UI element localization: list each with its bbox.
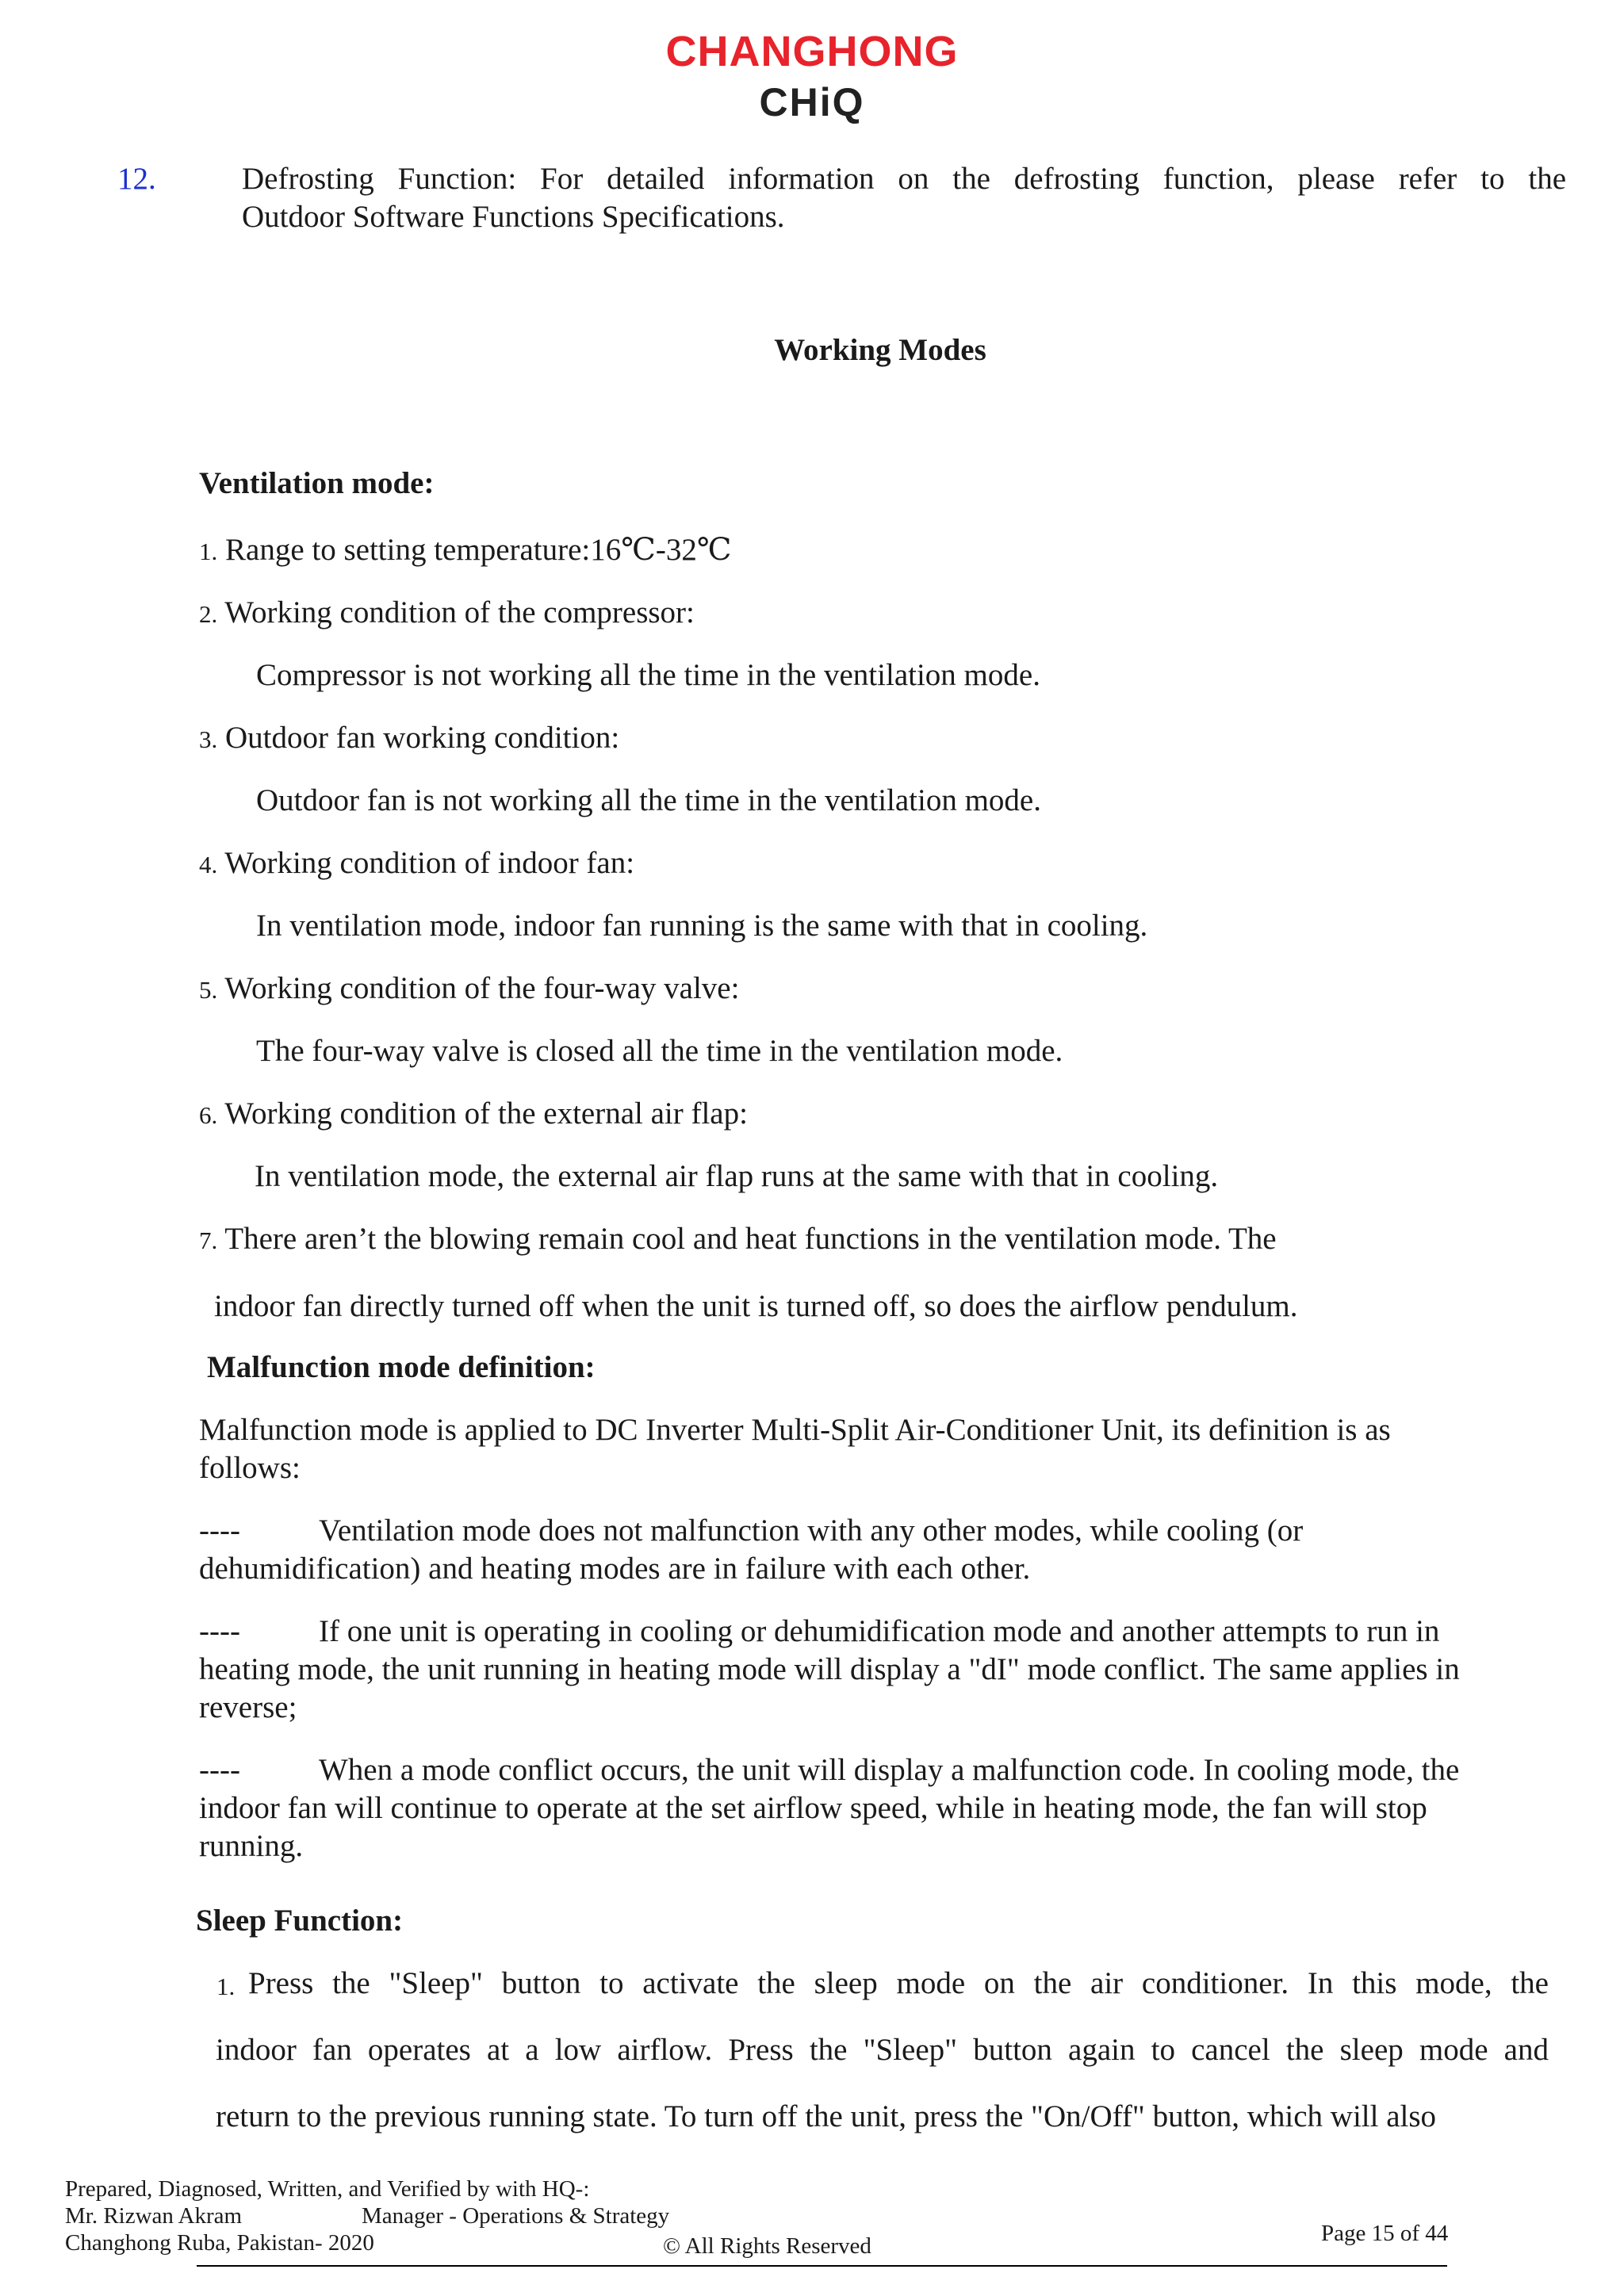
sleep-heading: Sleep Function: — [196, 1904, 404, 1938]
sleep-item-1-line-2: indoor fan operates at a low airflow. Press the "Sleep" button again to cancel the sleep mode and — [216, 2033, 1549, 2067]
ventilation-item-4-detail: In ventilation mode, indoor fan running is the same with that in cooling. — [256, 909, 1148, 943]
page-number: Page 15 of 44 — [1321, 2221, 1449, 2246]
footer-company: Changhong Ruba, Pakistan- 2020 — [65, 2230, 374, 2256]
sub-brand-logo-text: CHiQ — [759, 80, 865, 124]
ventilation-item-2 — [199, 594, 695, 633]
sleep-item-1-line-3: return to the previous running state. To turn off the unit, press the "On/Off" button, which will also — [216, 2099, 1437, 2133]
ventilation-item-5-detail: The four-way valve is closed all the time in the ventilation mode. — [256, 1034, 1063, 1068]
malfunction-heading: Malfunction mode definition: — [207, 1350, 596, 1384]
footer-rule — [197, 2265, 1447, 2267]
malfunction-p2-line-1: If one unit is operating in cooling or dehumidification mode and another attempts to run in — [319, 1614, 1440, 1648]
list-number: 3. — [199, 725, 218, 753]
ventilation-item-3 — [199, 719, 619, 758]
ventilation-item-3-detail: Outdoor fan is not working all the time in the ventilation mode. — [256, 783, 1041, 817]
list-text: Outdoor fan working condition: — [225, 721, 620, 755]
footer-rights: © All Rights Reserved — [663, 2233, 871, 2259]
malfunction-intro-line-1: Malfunction mode is applied to DC Inverter Multi-Split Air-Conditioner Unit, its definition is as — [199, 1413, 1391, 1447]
item-12-number: 12. — [117, 162, 156, 196]
ventilation-item-2-detail: Compressor is not working all the time in the ventilation mode. — [256, 658, 1040, 692]
malfunction-p3-line-2: indoor fan will continue to operate at the set airflow speed, while in heating mode, the fan will stop — [199, 1791, 1427, 1825]
malfunction-p3-line-1: When a mode conflict occurs, the unit will display a malfunction code. In cooling mode, the — [319, 1753, 1460, 1787]
list-number: 2. — [199, 600, 218, 628]
malfunction-p1-line-1: Ventilation mode does not malfunction with any other modes, while cooling (or — [319, 1513, 1304, 1548]
section-title: Working Modes — [774, 333, 986, 367]
list-number: 7. — [199, 1226, 218, 1254]
footer-prepared-by: Prepared, Diagnosed, Written, and Verified by with HQ-: — [65, 2176, 590, 2202]
sleep-item-1-number: 1. — [216, 1973, 236, 2000]
malfunction-p1-line-2: dehumidification) and heating modes are in failure with each other. — [199, 1552, 1031, 1586]
ventilation-heading: Ventilation mode: — [199, 466, 435, 500]
ventilation-item-7-continued: indoor fan directly turned off when the unit is turned off, so does the airflow pendulum. — [214, 1289, 1298, 1323]
item-12-line-1: Defrosting Function: For detailed information on the defrosting function, please refer to the — [242, 162, 1566, 196]
brand-logo — [0, 0, 1624, 135]
footer-author-name: Mr. Rizwan Akram — [65, 2203, 243, 2229]
list-text: Working condition of the compressor: — [224, 595, 695, 629]
footer-author-role: Manager - Operations & Strategy — [362, 2203, 670, 2229]
list-text: Working condition of the four-way valve: — [224, 971, 740, 1005]
brand-logo-text: CHANGHONG — [665, 28, 959, 75]
list-text: There aren’t the blowing remain cool and heat functions in the ventilation mode. The — [224, 1222, 1277, 1256]
malfunction-intro-line-2: follows: — [199, 1451, 301, 1485]
malfunction-dash-2: ---- — [199, 1614, 240, 1648]
list-text: Range to setting temperature:16℃-32℃ — [225, 533, 732, 567]
ventilation-item-1 — [199, 531, 732, 570]
malfunction-p2-line-2: heating mode, the unit running in heating mode will display a "dI" mode conflict. The same applies in — [199, 1652, 1460, 1686]
sleep-item-1-line-1: Press the "Sleep" button to activate the sleep mode on the air conditioner. In this mode, the — [248, 1966, 1549, 2000]
ventilation-item-5 — [199, 970, 739, 1008]
ventilation-item-7 — [199, 1220, 1277, 1259]
list-number: 4. — [199, 851, 218, 878]
ventilation-item-6 — [199, 1095, 748, 1134]
ventilation-item-4 — [199, 844, 634, 883]
ventilation-item-6-detail: In ventilation mode, the external air flap runs at the same with that in cooling. — [255, 1159, 1219, 1193]
list-text: Working condition of indoor fan: — [224, 846, 635, 880]
list-text: Working condition of the external air flap: — [224, 1096, 748, 1131]
malfunction-dash-3: ---- — [199, 1753, 240, 1787]
item-12-line-2: Outdoor Software Functions Specifications. — [242, 200, 785, 234]
malfunction-dash-1: ---- — [199, 1513, 240, 1548]
list-number: 1. — [199, 538, 218, 565]
list-number: 6. — [199, 1101, 218, 1129]
malfunction-p2-line-3: reverse; — [199, 1690, 297, 1724]
list-number: 5. — [199, 976, 218, 1004]
malfunction-p3-line-3: running. — [199, 1829, 304, 1863]
